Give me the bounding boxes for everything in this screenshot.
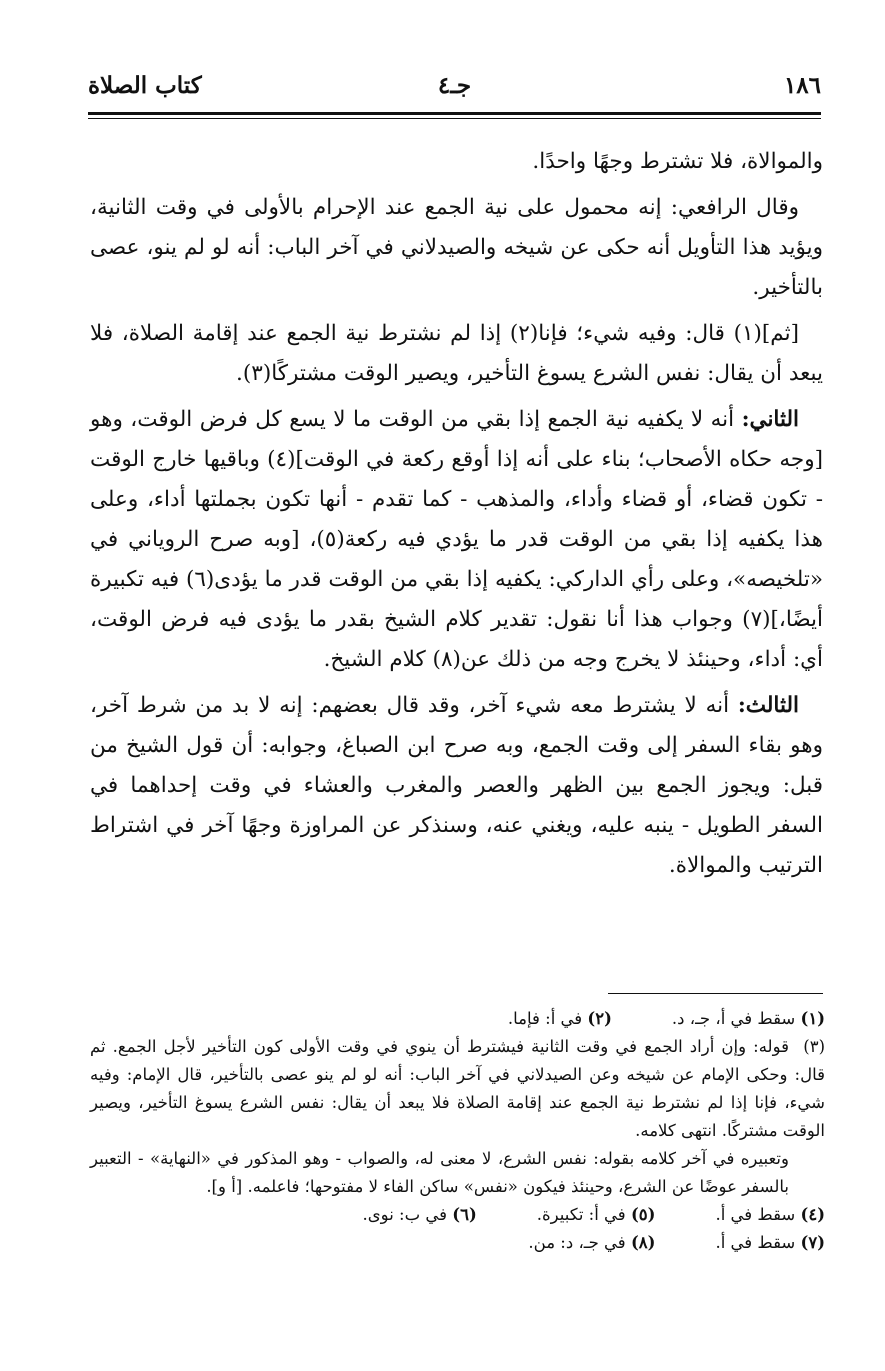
- footnote-3-text: قوله: وإن أراد الجمع في وقت الثانية فيشترط أن ينوي في وقت الأولى كون التأخير لأجل الجمع. ثم قال: وحكى الإمام عن شيخه وعن الصيدلاني في آخر الباب: أنه لو لم ينو عصى بالتأخير، قال الإمام: وفيه شيء، فإنا إذا لم نشترط نية الجمع عند إقامة الصلاة فلا يبعد أن يقال: نفس الشرع يسوغ التأخير، ويصير الوقت مشتركًا. انتهى كلامه.: [90, 1037, 825, 1140]
- footnote-3-continuation: وتعبيره في آخر كلامه بقوله: نفس الشرع، لا معنى له، والصواب - وهو المذكور في «النهاية» - التعبير بالسفر عوضًا عن الشرع، وحينئذ فيكون «نفس» ساكن الفاء لا مفتوحها؛ فاعلمه. [أ و].: [90, 1149, 789, 1196]
- footnote-6: [363, 1201, 477, 1229]
- page-number: ١٨٦: [783, 72, 821, 99]
- footnote-1-number: (١): [800, 1009, 825, 1028]
- footnote-row-4: [90, 1201, 825, 1229]
- footnote-6-text: في ب: نوى.: [362, 1205, 448, 1224]
- footnote-2: [508, 1005, 612, 1033]
- paragraph-1: والموالاة، فلا تشترط وجهًا واحدًا.: [532, 149, 823, 174]
- paragraph-2: وقال الرافعي: إنه محمول على نية الجمع عند الإحرام بالأولى في وقت الثانية، ويؤيد هذا التأويل أنه حكى عن شيخه والصيدلاني في آخر الباب: أنه لو لم ينو، عصى بالتأخير.: [90, 195, 823, 300]
- main-text: [90, 142, 823, 892]
- paragraph-3: [ثم](١) قال: وفيه شيء؛ فإنا(٢) إذا لم نشترط نية الجمع عند إقامة الصلاة، فلا يبعد أن يقال: نفس الشرع يسوغ التأخير، ويصير الوقت مشتركًا(٣).: [90, 321, 823, 386]
- footnote-separator: [608, 993, 823, 994]
- paragraph-5: [90, 686, 823, 886]
- paragraph-4: [90, 400, 823, 680]
- footnote-row-7: [90, 1229, 825, 1257]
- footnotes: [90, 1005, 825, 1257]
- section-heading-third: الثالث:: [737, 693, 799, 718]
- header-rule-thin: [88, 118, 821, 119]
- footnote-7-number: (٧): [800, 1233, 825, 1252]
- footnote-4-text: سقط في أ.: [715, 1205, 796, 1224]
- footnote-2-number: (٢): [587, 1009, 612, 1028]
- footnote-4: [715, 1201, 825, 1229]
- paragraph-4-text: أنه لا يكفيه نية الجمع إذا بقي من الوقت ما لا يسع كل فرض الوقت، وهو [وجه حكاه الأصحاب؛ بناء على أنه إذا أوقع ركعة في الوقت](٤) وباقيها خارج الوقت - تكون قضاء، أو قضاء وأداء، والمذهب - كما تقدم - أنها تكون بجملتها أداء، وعلى هذا يكفيه إذا بقي من الوقت قدر ما يؤدي فيه ركعة(٥)، [وبه صرح الروياني في «تلخيصه»، وعلى رأي الداركي: يكفيه إذا بقي من الوقت قدر ما يؤدى(٦) فيه تكبيرة أيضًا،](٧) وجواب هذا أنا نقول: تقدير كلام الشيخ بقدر ما يؤدى فيه فرض الوقت، أي: أداء، وحينئذ لا يخرج وجه من ذلك عن(٨) كلام الشيخ.: [90, 407, 823, 672]
- volume-label: جـ٤: [437, 72, 472, 99]
- footnote-4-number: (٤): [800, 1205, 825, 1224]
- footnote-8: [528, 1229, 655, 1257]
- paragraph-5-text: أنه لا يشترط معه شيء آخر، وقد قال بعضهم: إنه لا بد من شرط آخر، وهو بقاء السفر إلى وقت الجمع، وبه صرح ابن الصباغ، وجوابه: أن قول الشيخ من قبل: ويجوز الجمع بين الظهر والعصر والمغرب والعشاء في وقت إحداهما في السفر الطويل - ينبه عليه، ويغني عنه، وسنذكر عن المراوزة وجهًا آخر في اشتراط الترتيب والموالاة.: [90, 693, 823, 878]
- footnote-3-number: (٣): [803, 1037, 825, 1056]
- footnote-5-text: في أ: تكبيرة.: [536, 1205, 626, 1224]
- footnote-8-number: (٨): [630, 1233, 656, 1252]
- header-rule-thick: [88, 112, 821, 115]
- footnote-6-number: (٦): [452, 1205, 477, 1224]
- footnote-7-text: سقط في أ.: [715, 1233, 796, 1252]
- footnote-1-text: سقط في أ، جـ، د.: [671, 1009, 796, 1028]
- footnote-8-text: في جـ، د: من.: [528, 1233, 626, 1252]
- footnote-1: [672, 1005, 825, 1033]
- section-heading-second: الثاني:: [741, 407, 799, 432]
- footnote-5-number: (٥): [630, 1205, 656, 1224]
- footnote-3: [90, 1033, 825, 1145]
- footnote-5: [537, 1201, 656, 1229]
- footnote-7: [715, 1229, 825, 1257]
- book-title: كتاب الصلاة: [88, 72, 202, 99]
- page-header: [88, 72, 821, 106]
- footnote-2-text: في أ: فإما.: [507, 1009, 583, 1028]
- footnote-row-1: [90, 1005, 825, 1033]
